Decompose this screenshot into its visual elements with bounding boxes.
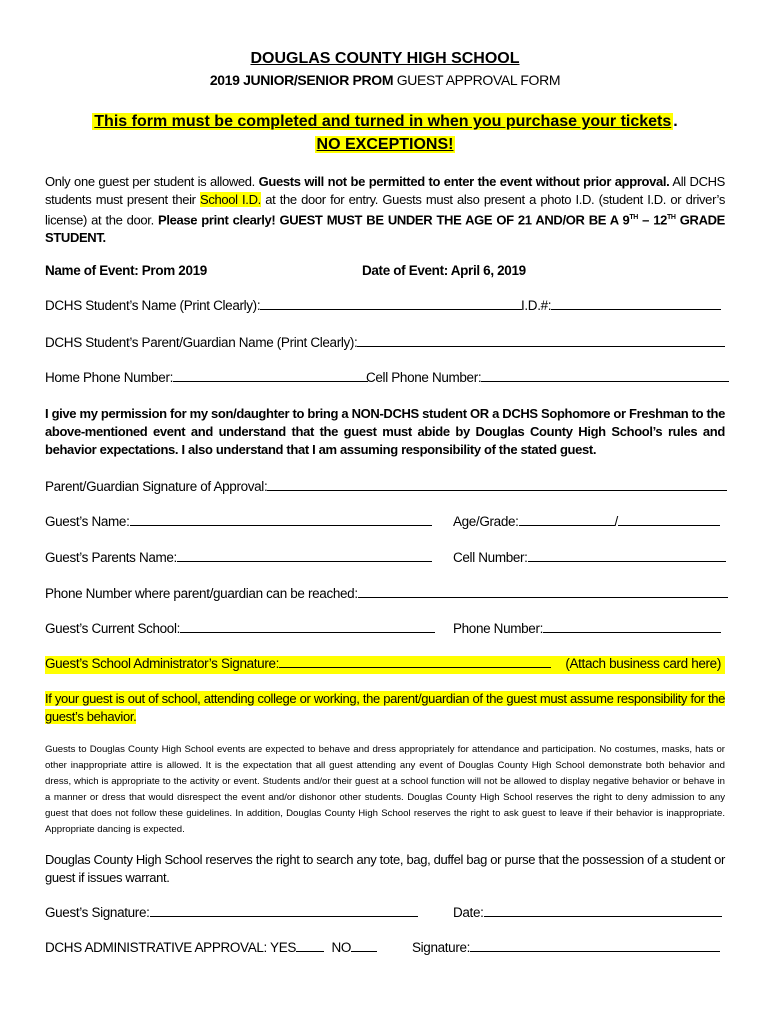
age-grade-row: [453, 514, 720, 529]
date-label: Date:: [453, 905, 484, 920]
sup-th-1: TH: [629, 214, 638, 221]
intro-bold-2: Please print clearly! GUEST MUST BE UNDER THE AGE OF 21 AND/OR BE A 9: [158, 212, 630, 228]
admin-signature-label: Guest’s School Administrator’s Signature:: [45, 656, 280, 671]
age-grade-label: Age/Grade:: [453, 514, 519, 529]
guest-signature-field[interactable]: [150, 905, 418, 917]
form-subtitle: [0, 72, 770, 88]
guest-parents-label: Guest’s Parents Name:: [45, 550, 177, 565]
notice-line-2: [0, 136, 770, 154]
no-field[interactable]: [351, 940, 377, 952]
guest-school-field[interactable]: [180, 621, 435, 633]
school-title: DOUGLAS COUNTY HIGH SCHOOL: [250, 50, 520, 67]
phone-number-field[interactable]: [543, 621, 721, 633]
out-of-school-text: If your guest is out of school, attending college or working, the parent/guardian of the guest must assume responsibility for the guest’s behavior.: [45, 691, 725, 724]
phone-parent-field[interactable]: [358, 586, 728, 598]
admin-signature-final-row: [412, 940, 720, 955]
no-label: NO: [331, 940, 351, 955]
home-phone-row: [45, 370, 368, 385]
cell-phone-row: [366, 370, 729, 385]
grade-student: GRADE STUDENT.: [45, 212, 725, 246]
sup-th-2: TH: [666, 214, 676, 221]
guest-signature-label: Guest’s Signature:: [45, 905, 150, 920]
intro-bold-1: Guests will not be permitted to enter the event without prior approval.: [258, 174, 670, 189]
grade-field[interactable]: [618, 514, 720, 526]
parent-signature-row: [45, 479, 727, 494]
admin-approval-row: [45, 940, 377, 955]
guest-parents-field[interactable]: [177, 550, 432, 562]
student-name-row: [45, 298, 522, 313]
guest-name-field[interactable]: [130, 514, 432, 526]
guest-name-label: Guest’s Name:: [45, 514, 130, 529]
cell-phone-label: Cell Phone Number:: [366, 370, 482, 385]
student-id-label: I.D.#:: [521, 298, 552, 313]
age-field[interactable]: [519, 514, 615, 526]
final-signature-field[interactable]: [470, 940, 720, 952]
search-paragraph: Douglas County High School reserves the right to search any tote, bag, duffel bag or purse that the possession of a student or guest if issues warrant.: [45, 852, 725, 885]
subtitle-rest: GUEST APPROVAL FORM: [393, 72, 561, 88]
subtitle-bold: 2019 JUNIOR/SENIOR PROM: [209, 72, 394, 88]
student-name-label: DCHS Student’s Name (Print Clearly):: [45, 298, 261, 313]
phone-number-row: [453, 621, 721, 636]
notice-line-1: [0, 113, 770, 131]
yes-field[interactable]: [296, 940, 324, 952]
cell-number-field[interactable]: [528, 550, 726, 562]
parent-signature-field[interactable]: [267, 479, 727, 491]
phone-number-label: Phone Number:: [453, 621, 544, 636]
cell-number-row: [453, 550, 726, 565]
parent-name-row: [45, 335, 725, 350]
parent-name-label: DCHS Student’s Parent/Guardian Name (Print Clearly):: [45, 335, 358, 350]
no-exceptions: NO EXCEPTIONS!: [316, 136, 454, 153]
cell-phone-field[interactable]: [481, 370, 729, 382]
parent-signature-label: Parent/Guardian Signature of Approval:: [45, 479, 268, 494]
cell-number-label: Cell Number:: [453, 550, 528, 565]
guest-school-label: Guest’s Current School:: [45, 621, 181, 636]
intro-text-2: All DCHS students must present their: [45, 174, 725, 207]
age-grade-separator: /: [614, 514, 618, 529]
student-id-field[interactable]: [551, 298, 721, 310]
admin-approval-label: DCHS ADMINISTRATIVE APPROVAL: YES: [45, 940, 297, 955]
admin-signature-field[interactable]: [279, 656, 551, 668]
attach-card-note: (Attach business card here): [565, 656, 721, 671]
admin-signature-row: [45, 656, 725, 674]
date-row: [453, 905, 722, 920]
out-of-school-notice: [45, 690, 725, 726]
event-name: Name of Event: Prom 2019: [45, 263, 207, 278]
notice-period: .: [673, 113, 678, 130]
intro-dash: – 12: [638, 212, 667, 228]
phone-parent-row: [45, 586, 728, 601]
date-field[interactable]: [484, 905, 722, 917]
permission-paragraph: I give my permission for my son/daughter to bring a NON-DCHS student OR a DCHS Sophomore or Freshman to the above-mentioned event and understand that the guest must abide by Douglas County High School’s rules and behavior expectations. I also understand that I am assuming responsibility of the stated guest.: [45, 406, 725, 457]
notice-text: This form must be completed and turned in when you purchase your tickets: [94, 113, 672, 130]
guest-signature-row: [45, 905, 418, 920]
conduct-paragraph: Guests to Douglas County High School events are expected to behave and dress appropriately for attendance and participation. No costumes, masks, hats or other inappropriate attire is allowed. It is the expectation that all guest attending any event of Douglas County High School demonstrate both behavior and dress, which is appropriate to the activity or event. Students and/or their guest at a school function will not be allowed to display negative behavior or behave in a manner or dress that would disrespect the event and/or dishonor other students. Douglas County High School reserves the right to deny admission to any guest that does not follow these guidelines. In addition, Douglas County High School reserves the right to ask guest to leave if their behavior is inappropriate. Appropriate dancing is expected.: [45, 744, 725, 835]
intro-text-1: Only one guest per student is allowed.: [45, 174, 259, 189]
guest-school-row: [45, 621, 435, 636]
student-name-field[interactable]: [260, 298, 522, 310]
intro-paragraph: [45, 173, 725, 247]
parent-name-field[interactable]: [357, 335, 725, 347]
event-date: Date of Event: April 6, 2019: [362, 263, 526, 278]
intro-text-3: at the door for entry. Guests must also present a photo I.D. (student I.D. or driver’s license) at the door.: [45, 192, 725, 228]
school-id-highlight: School I.D.: [200, 192, 261, 207]
student-id-row: [521, 298, 721, 313]
home-phone-label: Home Phone Number:: [45, 370, 174, 385]
home-phone-field[interactable]: [173, 370, 368, 382]
final-signature-label: Signature:: [412, 940, 471, 955]
phone-parent-label: Phone Number where parent/guardian can be reached:: [45, 586, 358, 601]
guest-name-row: [45, 514, 432, 529]
guest-parents-row: [45, 550, 432, 565]
